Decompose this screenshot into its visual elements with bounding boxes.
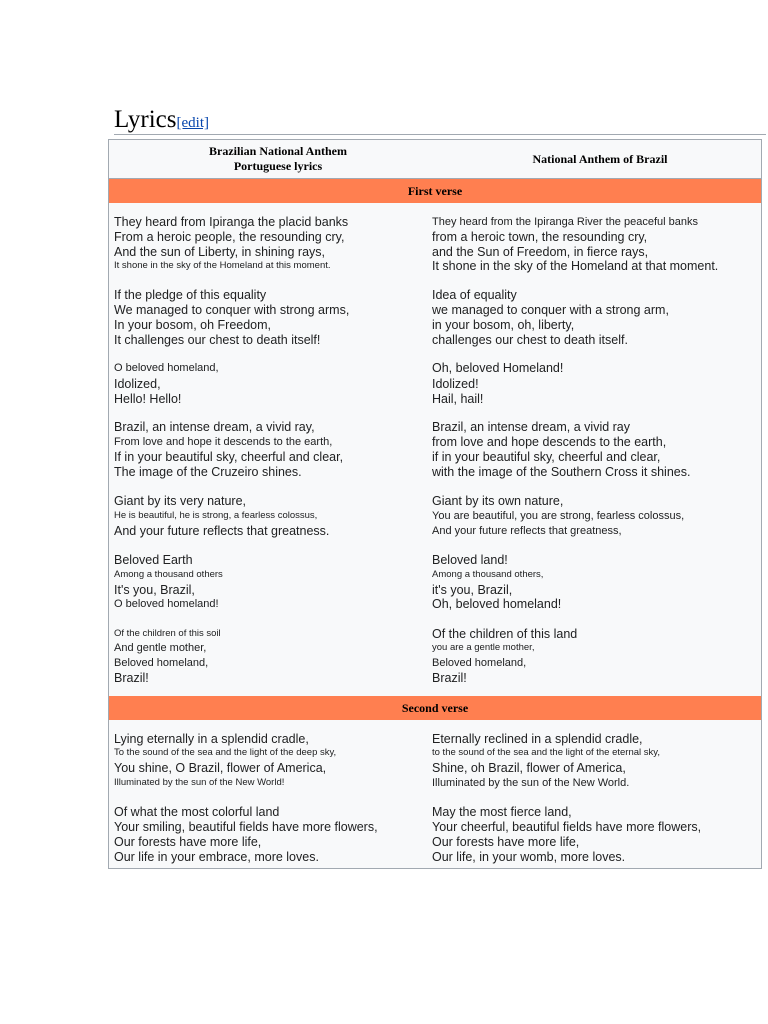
lyric-line-portuguese: Hello! Hello! [114, 392, 182, 406]
lyric-line-english: and the Sun of Freedom, in fierce rays, [432, 245, 649, 259]
lyric-line-english: Giant by its own nature, [432, 494, 564, 508]
lyric-line-portuguese: And gentle mother, [114, 642, 207, 654]
lyric-line-portuguese: To the sound of the sea and the light of the deep sky, [114, 747, 337, 758]
lyrics-table [108, 139, 762, 869]
lyric-line-portuguese: Of the children of this soil [114, 628, 221, 639]
lyric-line-english: May the most fierce land, [432, 805, 572, 819]
lyric-line-english: Our forests have more life, [432, 835, 580, 849]
lyric-line-english: Illuminated by the sun of the New World. [432, 777, 630, 789]
header-portuguese [109, 140, 439, 178]
lyric-line-portuguese: Our life in your embrace, more loves. [114, 850, 319, 864]
lyric-line-portuguese: Brazil, an intense dream, a vivid ray, [114, 420, 315, 434]
lyric-line-portuguese: If in your beautiful sky, cheerful and clear, [114, 450, 344, 464]
lyric-line-portuguese: Beloved homeland, [114, 657, 209, 669]
lyric-line-english: Among a thousand others, [432, 569, 544, 580]
lyric-line-english: we managed to conquer with a strong arm, [432, 303, 669, 317]
lyric-line-english: Beloved homeland, [432, 657, 527, 669]
lyric-line-english: Shine, oh Brazil, flower of America, [432, 761, 626, 775]
verse-body-first [109, 203, 761, 696]
lyric-line-portuguese: In your bosom, oh Freedom, [114, 318, 272, 332]
lyric-line-portuguese: Among a thousand others [114, 569, 223, 580]
lyric-line-english: Brazil, an intense dream, a vivid ray [432, 420, 631, 434]
lyric-line-english: Idolized! [432, 377, 479, 391]
table-header [109, 140, 761, 179]
lyric-line-portuguese: It shone in the sky of the Homeland at this moment. [114, 260, 331, 271]
lyric-line-english: Beloved land! [432, 553, 508, 567]
lyric-line-portuguese: Idolized, [114, 377, 161, 391]
lyric-line-portuguese: From love and hope it descends to the earth, [114, 436, 333, 448]
edit-link[interactable]: [edit] [176, 115, 209, 131]
lyric-line-portuguese: Our forests have more life, [114, 835, 262, 849]
lyric-line-portuguese: Your smiling, beautiful fields have more flowers, [114, 820, 378, 834]
lyric-line-portuguese: If the pledge of this equality [114, 288, 267, 302]
lyric-line-portuguese: Brazil! [114, 671, 149, 685]
lyric-line-portuguese: You shine, O Brazil, flower of America, [114, 761, 327, 775]
lyric-line-portuguese: O beloved homeland! [114, 598, 219, 610]
lyric-line-portuguese: And your future reflects that greatness. [114, 524, 330, 538]
lyric-line-portuguese: Beloved Earth [114, 553, 193, 567]
lyric-line-english: They heard from the Ipiranga River the peaceful banks [432, 216, 698, 228]
lyric-line-english: Your cheerful, beautiful fields have more flowers, [432, 820, 702, 834]
header-portuguese-line1: Brazilian National Anthem [208, 144, 347, 158]
header-english-title: National Anthem of Brazil [532, 151, 668, 166]
lyric-line-english: You are beautiful, you are strong, fearless colossus, [432, 510, 685, 522]
lyric-line-english: Our life, in your womb, more loves. [432, 850, 626, 864]
lyric-line-portuguese: Of what the most colorful land [114, 805, 280, 819]
lyric-line-portuguese: It's you, Brazil, [114, 583, 195, 597]
lyric-line-english: Of the children of this land [432, 627, 578, 641]
lyric-line-portuguese: Giant by its very nature, [114, 494, 247, 508]
lyric-line-portuguese: He is beautiful, he is strong, a fearless colossus, [114, 510, 318, 521]
lyric-line-english: Oh, beloved Homeland! [432, 361, 564, 375]
lyric-line-english: it's you, Brazil, [432, 583, 513, 597]
lyric-line-english: to the sound of the sea and the light of the eternal sky, [432, 747, 660, 758]
lyric-line-portuguese: Lying eternally in a splendid cradle, [114, 732, 309, 746]
lyric-line-english: in your bosom, oh, liberty, [432, 318, 575, 332]
lyric-line-english: you are a gentle mother, [432, 642, 535, 653]
lyric-line-english: with the image of the Southern Cross it shines. [432, 465, 691, 479]
lyric-line-english: Eternally reclined in a splendid cradle, [432, 732, 643, 746]
lyric-line-portuguese: The image of the Cruzeiro shines. [114, 465, 302, 479]
lyric-line-english: from love and hope descends to the earth, [432, 435, 667, 449]
lyric-line-portuguese: We managed to conquer with strong arms, [114, 303, 350, 317]
verse-bar-second: Second verse [109, 696, 761, 720]
section-title: Lyrics [114, 106, 177, 133]
lyric-line-english: if in your beautiful sky, cheerful and clear, [432, 450, 661, 464]
lyric-line-english: And your future reflects that greatness, [432, 525, 622, 537]
header-portuguese-line2: Portuguese lyrics [233, 159, 323, 173]
lyric-line-english: from a heroic town, the resounding cry, [432, 230, 648, 244]
lyric-line-portuguese: Illuminated by the sun of the New World! [114, 777, 285, 788]
lyric-line-portuguese: They heard from Ipiranga the placid banks [114, 215, 349, 229]
lyric-line-english: It shone in the sky of the Homeland at that moment. [432, 259, 719, 273]
lyric-line-english: Brazil! [432, 671, 467, 685]
lyric-line-portuguese: O beloved homeland, [114, 362, 219, 374]
lyric-line-english: Idea of equality [432, 288, 517, 302]
lyric-line-english: Hail, hail! [432, 392, 484, 406]
lyric-line-portuguese: From a heroic people, the resounding cry, [114, 230, 345, 244]
verse-body-second [109, 720, 761, 868]
lyric-line-portuguese: And the sun of Liberty, in shining rays, [114, 245, 325, 259]
lyric-line-portuguese: It challenges our chest to death itself! [114, 333, 321, 347]
verse-bar-first: First verse [109, 179, 761, 203]
header-english [439, 140, 761, 178]
lyric-line-english: Oh, beloved homeland! [432, 597, 562, 611]
lyric-line-english: challenges our chest to death itself. [432, 333, 628, 347]
section-heading [114, 106, 766, 135]
